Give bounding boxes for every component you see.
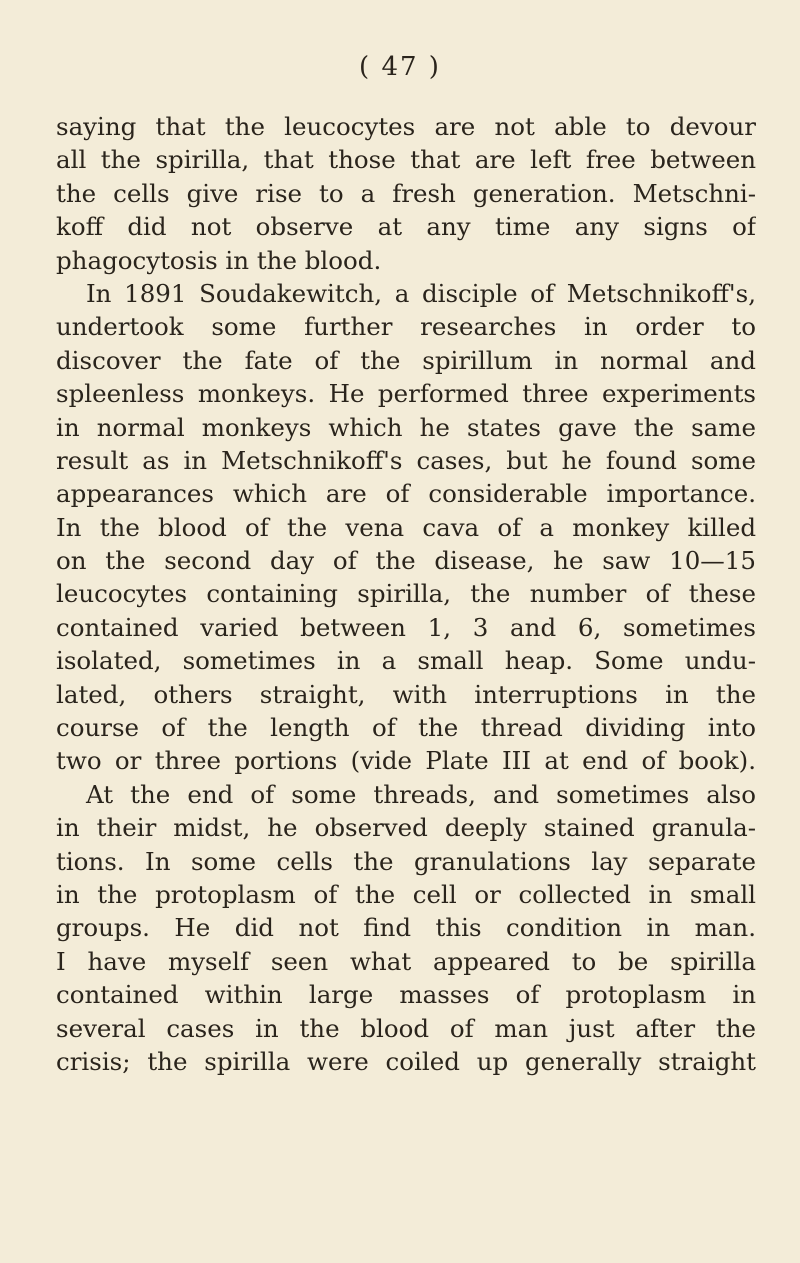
text-line: appearances which are of considerable importance. (56, 479, 756, 509)
text-line: saying that the leucocytes are not able to devour (56, 112, 756, 141)
text-line: in the protoplasm of the cell or collected in small (56, 879, 756, 909)
text-line: koff did not observe at any time any signs of (56, 212, 756, 242)
text-line: discover the fate of the spirillum in normal and (56, 345, 756, 375)
text-line: contained varied between 1, 3 and 6, sometimes (56, 612, 756, 642)
text-line: in normal monkeys which he states gave the same (56, 412, 756, 442)
text-line: In the blood of the vena cava of a monkey killed (56, 512, 756, 542)
body-text (56, 110, 756, 1078)
text-line: contained within large masses of protoplasm in (56, 980, 756, 1010)
text-line: lated, others straight, with interruptions in the (56, 679, 756, 709)
page-number: ( 47 ) (359, 52, 441, 82)
text-line: In 1891 Soudakewitch, a disciple of Metschnikoff's, (86, 278, 756, 308)
text-line: course of the length of the thread dividing into (56, 713, 756, 743)
text-line: in their midst, he observed deeply stained granula- (56, 813, 756, 843)
text-line: crisis; the spirilla were coiled up generally straight (56, 1046, 756, 1076)
text-line: undertook some further researches in order to (56, 312, 756, 342)
text-line: all the spirilla, that those that are left free between (56, 145, 756, 175)
text-line: the cells give rise to a fresh generation. Metschni- (56, 178, 756, 208)
text-line: spleenless monkeys. He performed three experiments (56, 379, 756, 409)
text-line: result as in Metschnikoff's cases, but he found some (56, 445, 756, 475)
text-line: on the second day of the disease, he saw 10—15 (56, 546, 756, 576)
text-line: leucocytes containing spirilla, the number of these (56, 579, 756, 609)
text-line: groups. He did not find this condition in man. (56, 913, 756, 943)
text-line: two or three portions (vide Plate III at end of book). (56, 746, 756, 776)
text-line: I have myself seen what appeared to be spirilla (56, 946, 756, 976)
text-line: several cases in the blood of man just after the (56, 1013, 756, 1043)
text-line: tions. In some cells the granulations lay separate (56, 846, 756, 876)
text-line: phagocytosis in the blood. (56, 245, 382, 275)
text-line: isolated, sometimes in a small heap. Some undu- (56, 646, 756, 676)
text-line: At the end of some threads, and sometimes also (86, 779, 756, 809)
